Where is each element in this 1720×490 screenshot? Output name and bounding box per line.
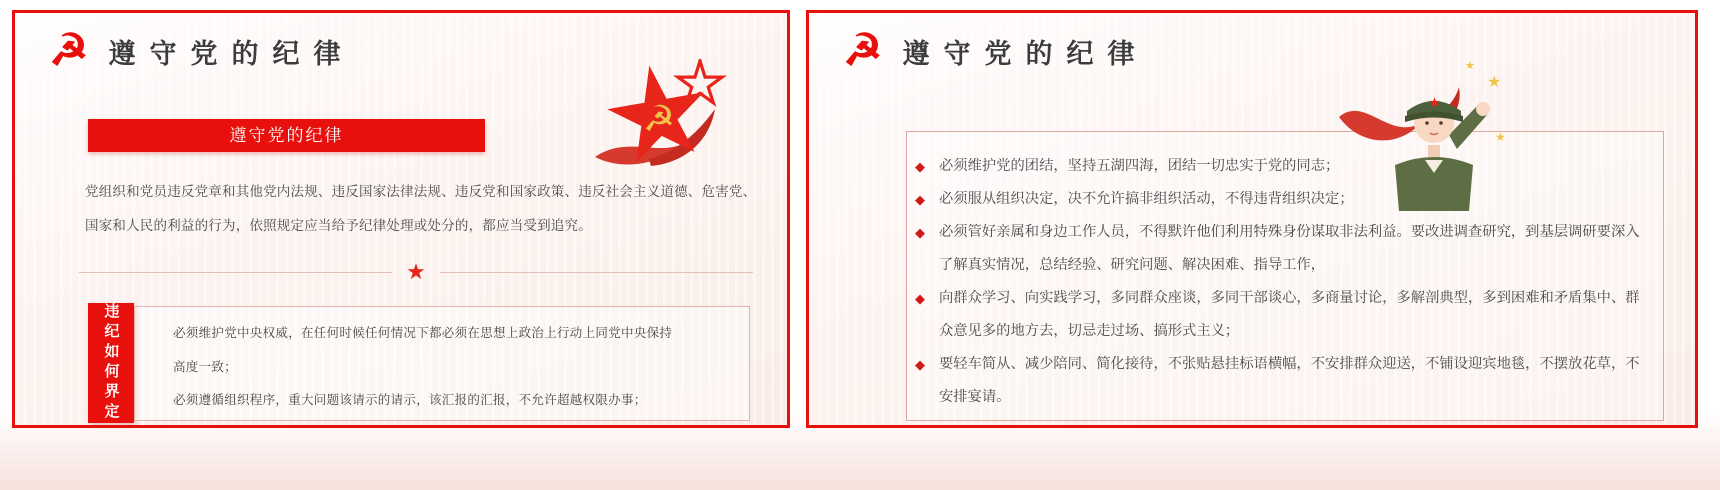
slide-left xyxy=(12,10,790,428)
star-divider xyxy=(79,261,753,283)
diamond-bullet-icon: ◆ xyxy=(915,192,925,207)
bullet-item xyxy=(915,348,1651,414)
party-emblem-icon: ☭ xyxy=(49,26,89,75)
party-emblem-icon: ☭ xyxy=(843,26,883,75)
bullet-text: 向群众学习、向实践学习，多同群众座谈，多同干部谈心，多商量讨论，多解剖典型，多到困难和矛盾集中、群众意见多的地方去，切忌走过场、搞形式主义； xyxy=(939,290,1640,339)
bullet-text: 必须服从组织决定，决不允许搞非组织活动，不得违背组织决定； xyxy=(939,191,1354,207)
divider-line-left xyxy=(79,272,392,273)
discipline-bullets-box xyxy=(906,131,1664,421)
bullet-item xyxy=(915,183,1651,216)
bullet-item xyxy=(915,282,1651,348)
svg-text:★: ★ xyxy=(1495,130,1506,144)
diamond-bullet-icon: ◆ xyxy=(915,159,925,174)
bullet-text: 必须管好亲属和身边工作人员，不得默许他们利用特殊身份谋取非法利益。要改进调查研究，到基层调研要深入了解真实情况，总结经验、研究问题、解决困难、指导工作， xyxy=(939,224,1640,273)
rules-vertical-tab xyxy=(88,303,134,423)
bullet-text: 要轻车简从、减少陪同、简化接待，不张贴悬挂标语横幅，不安排群众迎送，不铺设迎宾地毯，不摆放花草，不安排宴请。 xyxy=(939,356,1640,405)
rule-item: 必须维护党中央权威，在任何时候任何情况下都必须在思想上政治上行动上同党中央保持高度一致； xyxy=(173,326,673,374)
rule-item: 必须遵循组织程序，重大问题该请示的请示，该汇报的汇报，不允许超越权限办事； xyxy=(173,393,647,407)
bullet-text: 必须维护党的团结，坚持五湖四海，团结一切忠实于党的同志； xyxy=(939,158,1340,174)
saluting-soldier-illustration xyxy=(1337,53,1512,211)
diamond-bullet-icon: ◆ xyxy=(915,225,925,240)
rules-box xyxy=(134,306,750,421)
slide-right xyxy=(806,10,1698,428)
svg-text:☭: ☭ xyxy=(642,98,676,139)
slide-title: 遵守党的纪律 xyxy=(108,38,355,69)
diamond-bullet-icon: ◆ xyxy=(915,357,925,372)
slide-title: 遵守党的纪律 xyxy=(902,38,1149,69)
slide-right-header xyxy=(843,26,1149,75)
slide-left-header xyxy=(49,26,355,75)
rules-tab-label: 违纪如何界定 xyxy=(102,303,120,423)
section-banner: 遵守党的纪律 xyxy=(88,119,485,152)
bullet-item xyxy=(915,150,1651,183)
party-star-decoration xyxy=(587,59,737,179)
star-divider-icon: ★ xyxy=(406,259,426,284)
diamond-bullet-icon: ◆ xyxy=(915,291,925,306)
bullet-item xyxy=(915,216,1651,282)
svg-text:★: ★ xyxy=(1487,74,1502,91)
intro-paragraph: 党组织和党员违反党章和其他党内法规、违反国家法律法规、违反党和国家政策、违反社会主义道德、危害党、国家和人民的利益的行为，依照规定应当给予纪律处理或处分的，都应当受到追究。 xyxy=(85,184,757,233)
divider-line-right xyxy=(440,272,753,273)
svg-text:★: ★ xyxy=(1465,60,1475,72)
